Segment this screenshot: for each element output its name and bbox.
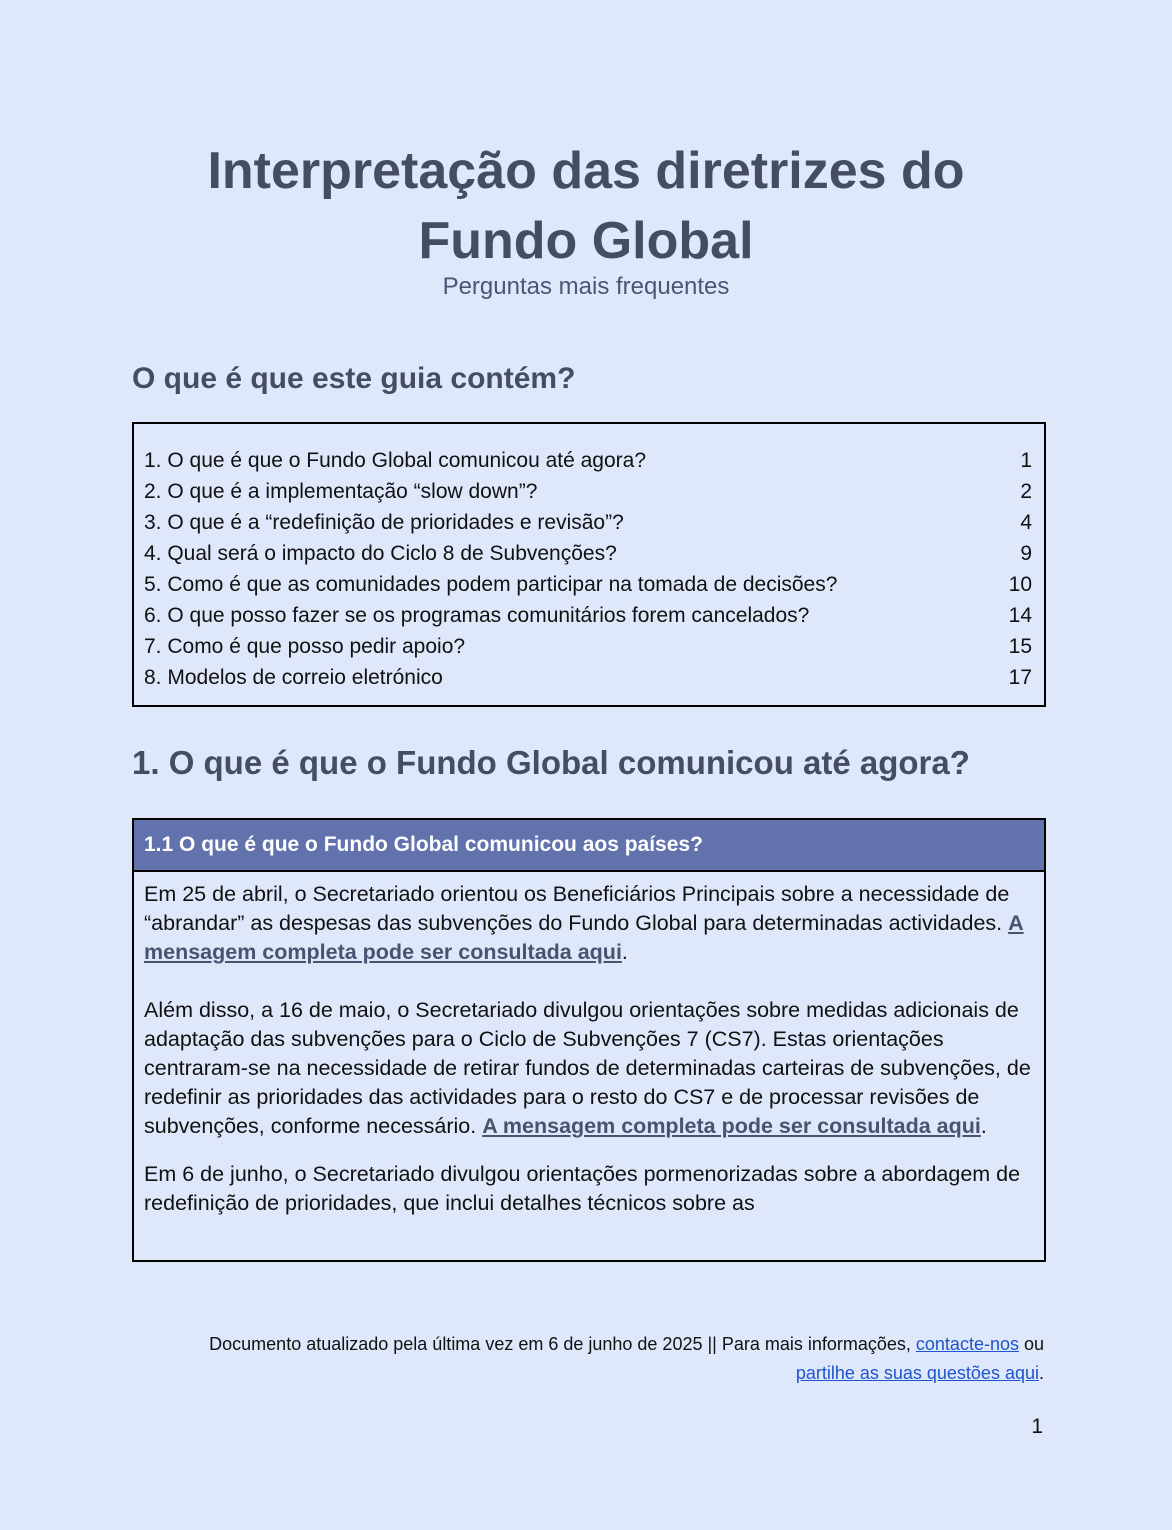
footer-connector: ou (1018, 1334, 1044, 1354)
toc-item-page: 14 (1008, 604, 1032, 627)
footer-end: . (1038, 1363, 1044, 1383)
paragraph-2-end: . (980, 1114, 987, 1138)
toc-item-page: 15 (1008, 635, 1032, 658)
document-title-line2: Fundo Global (418, 212, 754, 270)
toc-item[interactable] (144, 507, 1034, 538)
document-subtitle: Perguntas mais frequentes (442, 273, 730, 300)
question-box-title: 1.1 O que é que o Fundo Global comunicou aos países? (134, 820, 1044, 872)
toc-item-label: 2. O que é a implementação “slow down”? (144, 480, 538, 503)
paragraph-2-text: Além disso, a 16 de maio, o Secretariado divulgou orientações sobre medidas adicionais de adaptação das subvenções para o Ciclo de Subvenções 7 (CS7). Estas orientações centraram-se na necessidade de retirar fundos de determinadas carteiras de subvenções, de redefinir as prioridades das actividades para o resto do CS7 e de processar revisões de subvenções, conforme necessário. (144, 998, 1031, 1138)
paragraph-1 (144, 880, 1034, 967)
toc-item-page: 4 (1020, 511, 1032, 534)
toc-item-page: 1 (1020, 449, 1032, 472)
toc-item[interactable] (144, 476, 1034, 507)
toc-item-page: 2 (1020, 480, 1032, 503)
toc-item-label: 5. Como é que as comunidades podem participar na tomada de decisões? (144, 573, 838, 596)
toc-item-label: 3. O que é a “redefinição de prioridades e revisão”? (144, 511, 624, 534)
paragraph-3: Em 6 de junho, o Secretariado divulgou orientações pormenorizadas sobre a abordagem de redefinição de prioridades, que inclui detalhes técnicos sobre as (144, 1162, 1021, 1215)
toc-item[interactable] (144, 662, 1034, 693)
toc-item-label: 7. Como é que posso pedir apoio? (144, 635, 466, 658)
share-questions-link[interactable]: partilhe as suas questões aqui (795, 1363, 1039, 1383)
question-box-body (134, 872, 1044, 1218)
toc-item-page: 17 (1008, 666, 1032, 689)
section1-heading: 1. O que é que o Fundo Global comunicou até agora? (132, 744, 970, 781)
footer-text: Documento atualizado pela última vez em 6 de junho de 2025 || Para mais informações, (209, 1334, 916, 1354)
page-number: 1 (1031, 1415, 1043, 1438)
document-title (0, 136, 1172, 276)
document-title-line1: Interpretação das diretrizes do (207, 142, 965, 200)
paragraph-2 (144, 996, 1034, 1141)
toc-item-label: 1. O que é que o Fundo Global comunicou até agora? (144, 449, 647, 472)
toc-item-label: 8. Modelos de correio eletrónico (144, 666, 443, 689)
toc-item-page: 9 (1020, 542, 1032, 565)
toc-item[interactable] (144, 538, 1034, 569)
question-box (132, 818, 1046, 1262)
toc-item-page: 10 (1008, 573, 1032, 596)
toc-item[interactable] (144, 569, 1034, 600)
paragraph-1-end: . (621, 940, 628, 964)
contact-link[interactable]: contacte-nos (915, 1334, 1019, 1354)
toc-list (134, 424, 1044, 693)
footer-note (124, 1330, 1044, 1388)
toc-item-label: 4. Qual será o impacto do Ciclo 8 de Subvenções? (144, 542, 617, 565)
toc-heading: O que é que este guia contém? (132, 362, 576, 395)
table-of-contents (132, 422, 1046, 707)
toc-item-label: 6. O que posso fazer se os programas comunitários forem cancelados? (144, 604, 810, 627)
full-message-link-1[interactable]: A mensagem completa pode ser consultada aqui (144, 911, 1024, 964)
toc-item[interactable] (144, 600, 1034, 631)
paragraph-1-text: Em 25 de abril, o Secretariado orientou os Beneficiários Principais sobre a necessidade de “abrandar” as despesas das subvenções do Fundo Global para determinadas actividades. (144, 882, 1010, 935)
toc-item[interactable] (144, 445, 1034, 476)
full-message-link-2[interactable]: A mensagem completa pode ser consultada aqui (482, 1114, 981, 1138)
toc-item[interactable] (144, 631, 1034, 662)
